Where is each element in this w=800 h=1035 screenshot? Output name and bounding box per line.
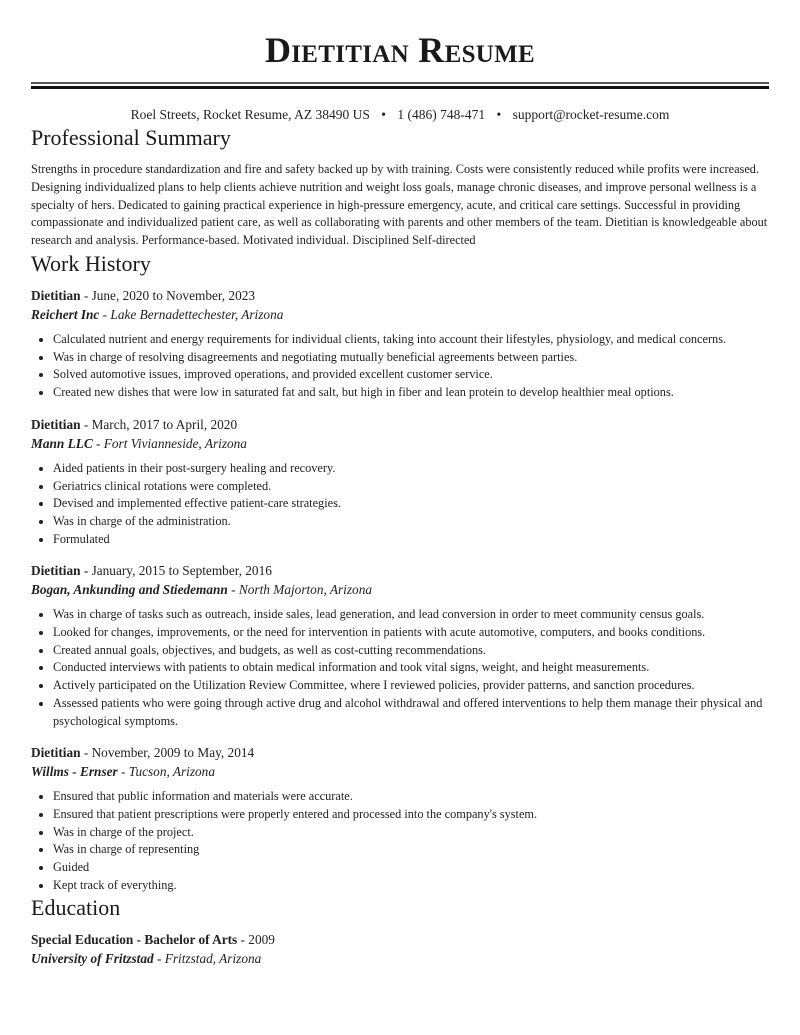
degree-line [31, 930, 769, 949]
bullet-item: • Was in charge of tasks such as outreach, inside sales, lead generation, and lead conversion in order to meet community census goals. [53, 606, 769, 624]
job-title-line [31, 286, 769, 305]
contact-address: Roel Streets, Rocket Resume, AZ 38490 US [130, 107, 370, 122]
bullet-item: • Looked for changes, improvements, or the need for intervention in patients with acute automotive, computers, and books conditions. [53, 624, 769, 642]
job-bullets [31, 460, 769, 549]
contact-line [31, 106, 769, 124]
job-title: Dietitian [31, 563, 81, 579]
degree: Special Education - Bachelor of Arts [31, 932, 238, 948]
job-dates: - March, 2017 to April, 2020 [80, 416, 238, 432]
company-name: Mann LLC [31, 435, 93, 451]
company-location: - Lake Bernadettechester, Arizona [99, 306, 284, 322]
job-dates: - November, 2009 to May, 2014 [80, 745, 255, 761]
contact-email: support@rocket-resume.com [512, 107, 670, 122]
summary-text: Strengths in procedure standardization and fire and safety backed up by with training. Costs were consistently reduced while profits were increased. Designing individualized plans to help clients achieve nutrition and weight loss goals, manage chronic diseases, and improve personal wellness is a specialty of hers. Dedicated to gaining practical experience in high-pressure emergency, acute, and critical care settings. Successful in providing compassionate and individualized patient care, as well as collaborating with parents and other members of the team. Dietitian is knowledgeable about research and analysis. Performance-based. Motivated individual. Disciplined Self-directed [31, 162, 768, 248]
company-line [31, 762, 769, 781]
section-heading: Work History [31, 250, 151, 276]
job-title-line [31, 561, 769, 580]
job-title-line [31, 415, 769, 434]
job-dates: - January, 2015 to September, 2016 [80, 563, 272, 579]
company-name: Willms - Ernser [31, 764, 118, 780]
school-name: University of Fritzstad [31, 951, 154, 967]
job-bullets [31, 788, 769, 894]
company-line [31, 305, 769, 324]
job-entry [31, 561, 769, 730]
company-location: - Tucson, Arizona [117, 764, 215, 780]
school-line [31, 949, 769, 968]
bullet-separator: • [381, 107, 386, 122]
bullet-item: • Created annual goals, objectives, and budgets, as well as cost-cutting recommendations. [53, 642, 769, 660]
bullet-item: • Was in charge of representing [53, 841, 769, 859]
company-location: - North Majorton, Arizona [227, 582, 373, 598]
graduation-year: - 2009 [237, 932, 275, 948]
company-line [31, 434, 769, 453]
job-bullets [31, 331, 769, 402]
bullet-item: • Was in charge of resolving disagreements and negotiating mutually beneficial agreements between parties. [53, 349, 769, 367]
bullet-item: • Aided patients in their post-surgery healing and recovery. [53, 460, 769, 478]
bullet-separator: • [496, 107, 502, 122]
company-line [31, 580, 769, 599]
job-title: Dietitian [31, 416, 81, 432]
bullet-item: • Created new dishes that were low in saturated fat and salt, but high in fiber and lean protein to develop healthier meal options. [53, 384, 769, 402]
resume-title: Dietitian Resume [264, 30, 536, 70]
bullet-item: • Conducted interviews with patients to obtain medical information and took vital signs, weight, and height measurements. [53, 659, 769, 677]
company-name: Reichert Inc [31, 306, 100, 322]
professional-summary-section [31, 124, 769, 250]
company-location: - Fort Vivianneside, Arizona [92, 435, 247, 451]
bullet-item: • Calculated nutrient and energy requirements for individual clients, taking into account their lifestyles, physiology, and medical concerns. [53, 331, 769, 349]
section-heading: Professional Summary [31, 125, 231, 150]
company-name: Bogan, Ankunding and Stiedemann [31, 582, 228, 598]
education-entry [31, 930, 769, 968]
job-title-line [31, 743, 769, 762]
job-entry [31, 743, 769, 894]
job-bullets [31, 606, 769, 730]
work-history-section [31, 250, 769, 894]
section-heading: Education [31, 895, 121, 921]
bullet-item: • Solved automotive issues, improved operations, and provided excellent customer service. [53, 366, 769, 384]
school-location: - Fritzstad, Arizona [153, 951, 262, 967]
job-title: Dietitian [31, 745, 81, 761]
bullet-item: • Actively participated on the Utilization Review Committee, where I reviewed policies, provider patterns, and sanction procedures. [53, 677, 769, 695]
bullet-item: • Formulated [53, 531, 769, 549]
job-title: Dietitian [31, 287, 81, 303]
job-entry [31, 286, 769, 402]
bullet-item: • Ensured that patient prescriptions were properly entered and processed into the company's system. [53, 806, 769, 824]
bullet-item: • Guided [53, 859, 769, 877]
education-section [31, 894, 769, 968]
contact-phone: 1 (486) 748-471 [397, 107, 486, 122]
bullet-item: • Assessed patients who were going through active drug and alcohol withdrawal and offered interventions to help them manage their physical and psychological symptoms. [53, 695, 769, 730]
bullet-item: • Was in charge of the administration. [53, 513, 769, 531]
bullet-item: • Devised and implemented effective patient-care strategies. [53, 495, 769, 513]
bullet-item: • Geriatrics clinical rotations were completed. [53, 478, 769, 496]
job-entry [31, 415, 769, 549]
bullet-item: • Was in charge of the project. [53, 824, 769, 842]
job-dates: - June, 2020 to November, 2023 [80, 287, 256, 303]
title-double-rule [31, 82, 769, 89]
bullet-item: • Kept track of everything. [53, 877, 769, 895]
bullet-item: • Ensured that public information and materials were accurate. [53, 788, 769, 806]
